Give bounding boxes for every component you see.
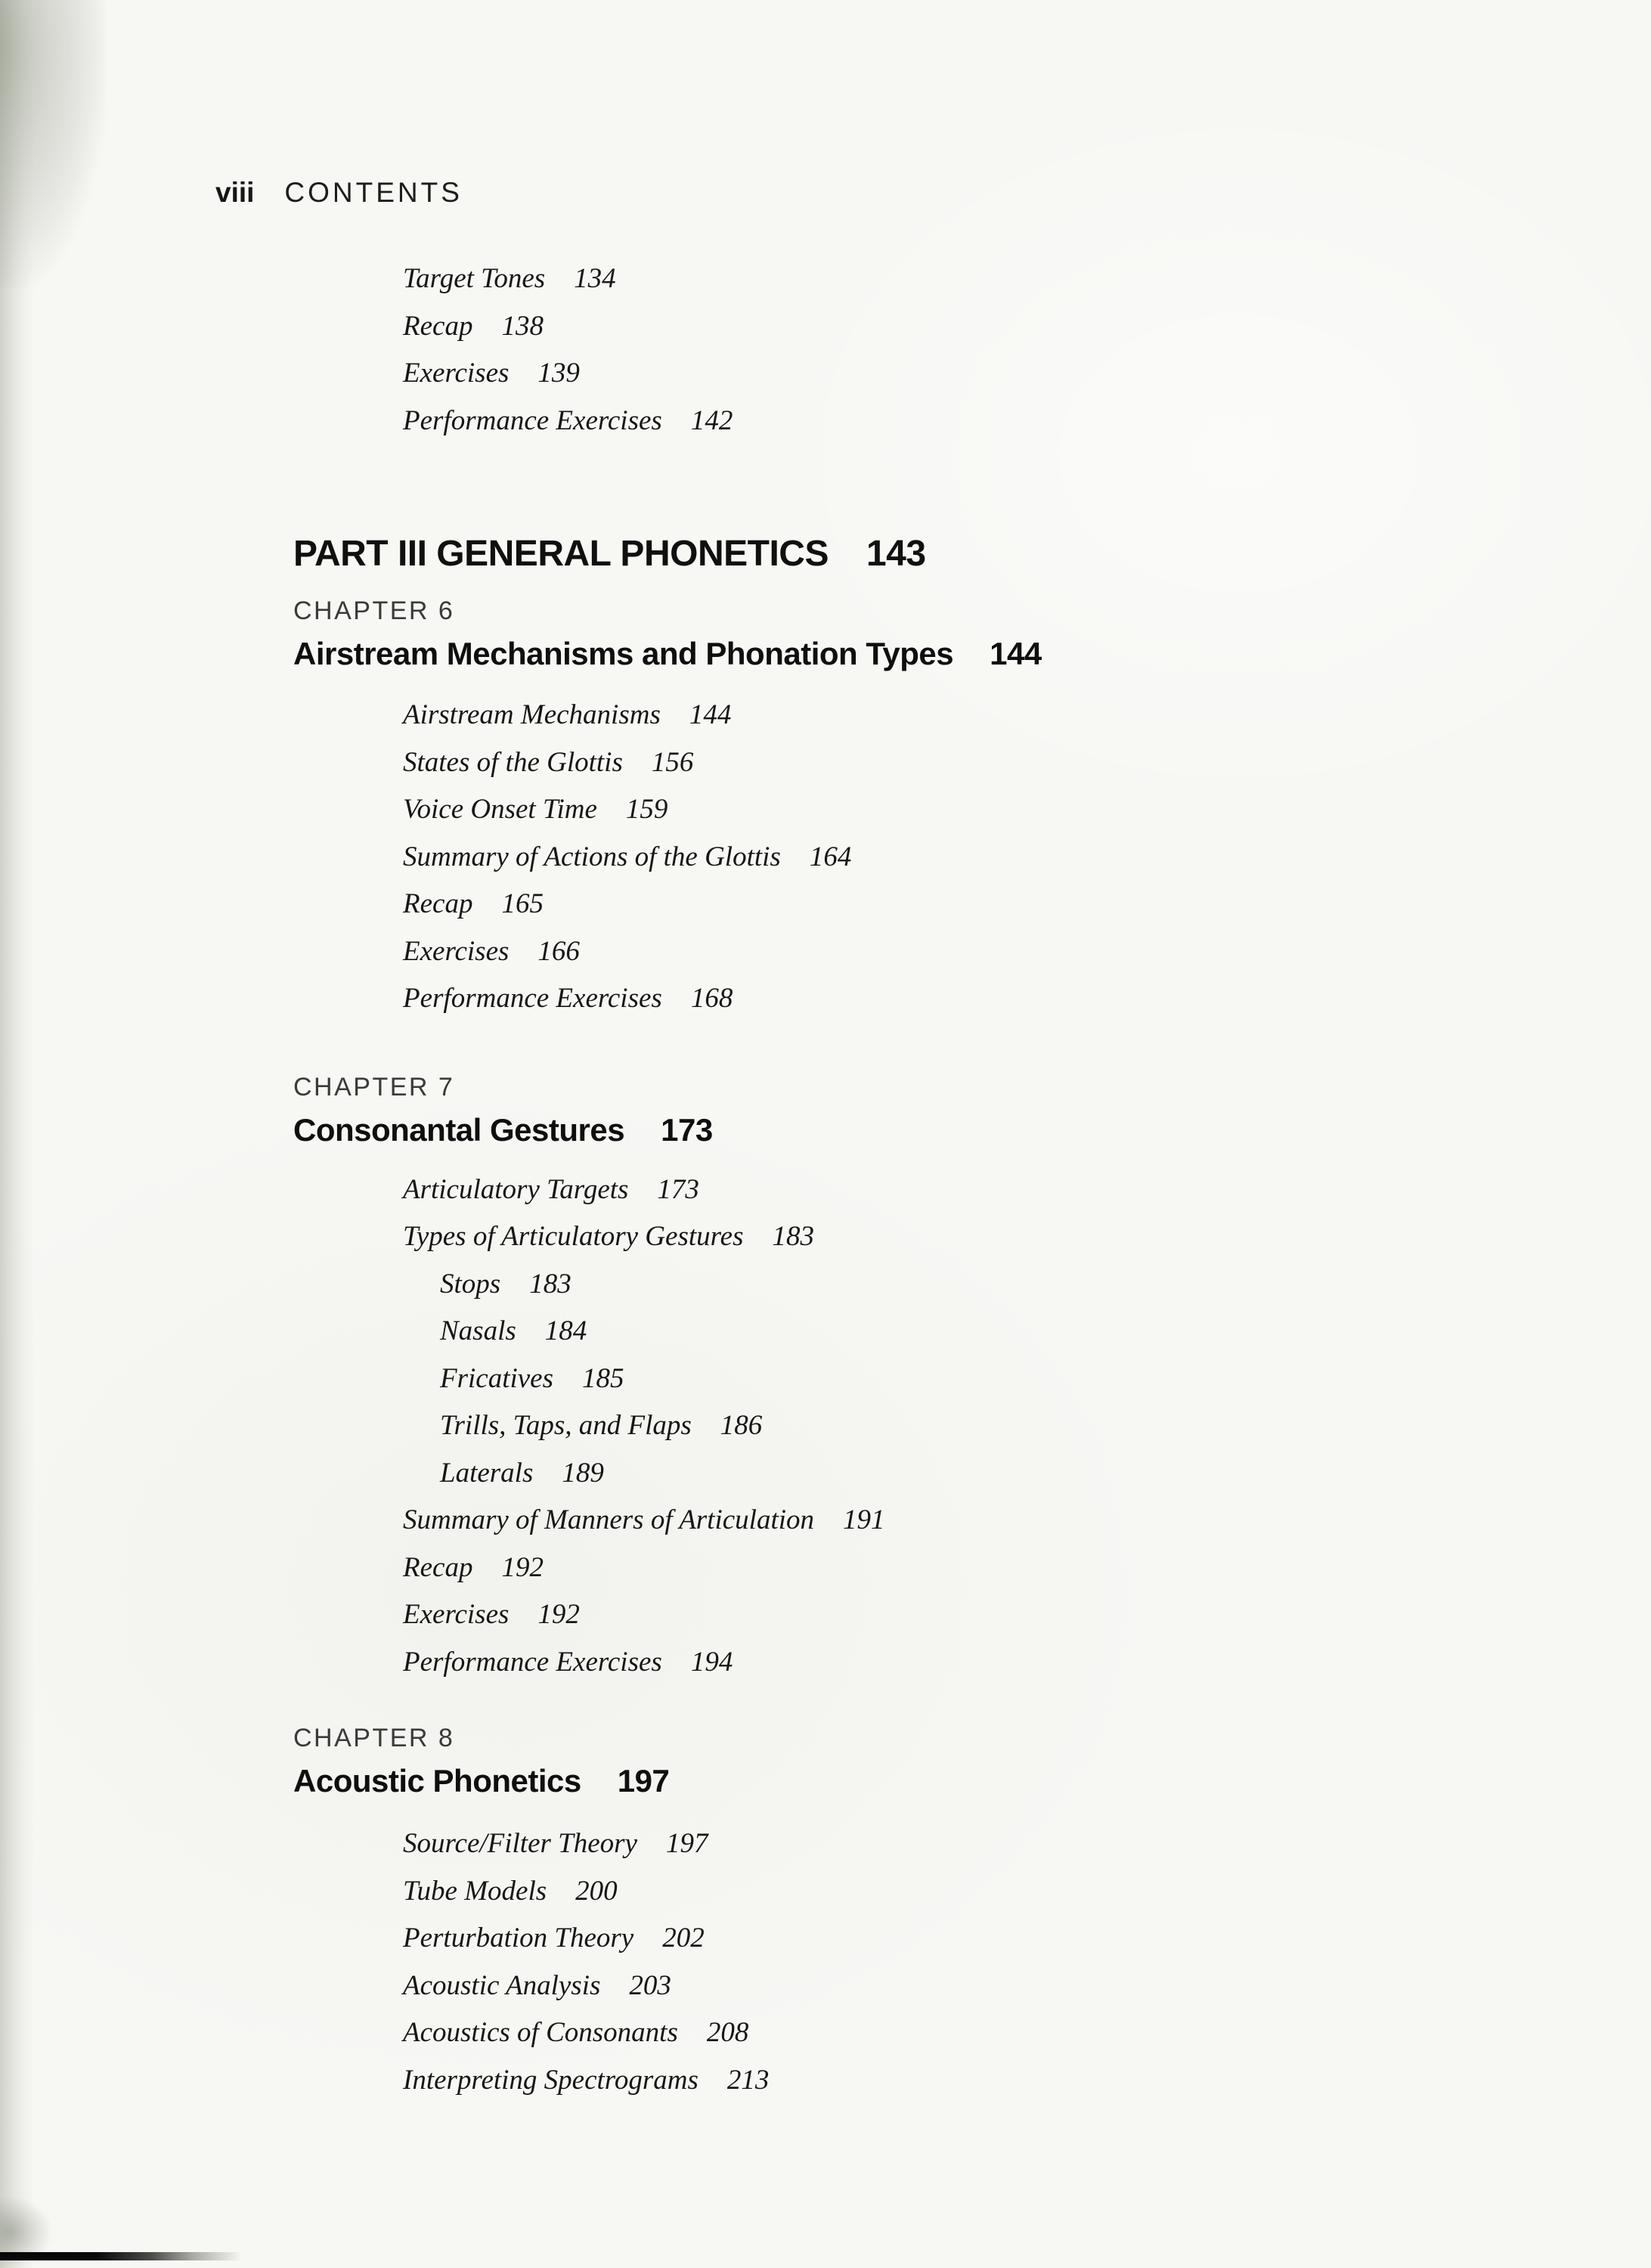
entry-title: Performance Exercises	[403, 404, 662, 436]
toc-entry	[0, 303, 1651, 351]
scan-bottom-line-artifact	[0, 2252, 242, 2260]
toc-entry	[0, 881, 1651, 928]
entry-page: 202	[662, 1923, 705, 1954]
running-head	[215, 178, 1651, 208]
entry-title: Nasals	[440, 1315, 516, 1346]
chapter-page: 173	[661, 1111, 713, 1148]
entry-title: Exercises	[403, 1599, 510, 1630]
entry-page: 197	[665, 1828, 708, 1859]
entry-title: Target Tones	[403, 263, 546, 294]
entry-page: 164	[809, 841, 852, 872]
chapter-label: CHAPTER 6	[293, 596, 455, 625]
toc-entry	[0, 786, 1651, 834]
entry-page: 138	[501, 310, 544, 342]
entry-title: Articulatory Targets	[403, 1173, 629, 1205]
toc-entry	[0, 398, 1651, 445]
toc-entry	[0, 739, 1651, 787]
toc-entry	[0, 1308, 1651, 1356]
chapter-label: CHAPTER 8	[293, 1724, 455, 1752]
toc-entry	[0, 2009, 1651, 2057]
contents-header: CONTENTS	[284, 177, 463, 208]
chapter-entries-group	[0, 692, 1651, 1023]
entry-page: 156	[651, 746, 694, 778]
chapter-title-text: Consonantal Gestures	[293, 1111, 625, 1148]
entry-title: Recap	[403, 1551, 473, 1583]
toc-entry	[0, 1356, 1651, 1403]
toc-entry	[0, 1915, 1651, 1963]
entry-title: Acoustic Analysis	[403, 1969, 601, 2001]
entry-title: Exercises	[403, 935, 510, 967]
toc-entry	[0, 692, 1651, 739]
entry-title: Source/Filter Theory	[403, 1828, 637, 1859]
toc-entry	[0, 1591, 1651, 1639]
part-page: 143	[866, 534, 926, 574]
entry-page: 192	[537, 1599, 580, 1630]
toc-entry	[0, 834, 1651, 881]
entry-title: Tube Models	[403, 1875, 547, 1907]
entry-page: 144	[689, 699, 732, 730]
toc-entry	[0, 928, 1651, 976]
entry-page: 208	[706, 2017, 749, 2048]
toc-entry	[0, 1820, 1651, 1868]
entry-title: Summary of Manners of Articulation	[403, 1504, 815, 1535]
entry-page: 173	[657, 1173, 699, 1205]
entry-title: Summary of Actions of the Glottis	[403, 841, 781, 872]
entry-title: Types of Articulatory Gestures	[403, 1221, 744, 1252]
entry-page: 139	[537, 358, 580, 389]
entry-page: 183	[529, 1268, 572, 1300]
entry-title: Recap	[403, 310, 473, 342]
entry-title: Fricatives	[440, 1362, 554, 1394]
entry-page: 203	[629, 1969, 671, 2001]
toc-entry	[0, 350, 1651, 398]
entry-page: 183	[772, 1221, 814, 1252]
entry-page: 142	[690, 404, 733, 436]
chapter-title-text: Acoustic Phonetics	[293, 1763, 581, 1799]
entry-title: Trills, Taps, and Flaps	[440, 1410, 692, 1441]
toc-entry	[0, 1450, 1651, 1498]
toc-entry	[0, 1261, 1651, 1309]
entry-page: 186	[720, 1410, 763, 1441]
scan-left-edge-artifact	[0, 0, 35, 2268]
entry-title: Performance Exercises	[403, 1646, 662, 1678]
scan-corner-smudge	[0, 0, 106, 287]
chapter-title	[0, 1760, 1651, 1802]
entry-page: 192	[501, 1551, 544, 1583]
page-number-label: viii	[215, 177, 255, 208]
entry-title: States of the Glottis	[403, 746, 623, 778]
entry-page: 168	[690, 983, 733, 1014]
entry-page: 194	[690, 1646, 733, 1678]
toc-entry	[0, 2057, 1651, 2105]
toc-entry	[0, 1167, 1651, 1214]
toc-entry	[0, 256, 1651, 303]
entry-page: 213	[726, 2064, 770, 2096]
toc-entry	[0, 1213, 1651, 1261]
toc-entry	[0, 1963, 1651, 2010]
chapter-entries-group	[0, 1167, 1651, 1687]
toc-entry	[0, 1497, 1651, 1545]
entry-title: Acoustics of Consonants	[403, 2017, 678, 2048]
entry-title: Exercises	[403, 358, 510, 389]
entry-page: 134	[574, 263, 616, 294]
toc-entry	[0, 1639, 1651, 1687]
chapter-title	[0, 1109, 1651, 1151]
chapter-label: CHAPTER 7	[293, 1072, 455, 1101]
entry-title: Recap	[403, 888, 473, 919]
entry-title: Airstream Mechanisms	[403, 699, 661, 730]
entry-page: 184	[544, 1315, 587, 1346]
chapter-title-text: Airstream Mechanisms and Phonation Types	[293, 636, 954, 671]
entry-page: 159	[625, 794, 668, 825]
chapter-entries-group	[0, 1820, 1651, 2104]
part-heading	[0, 528, 1651, 581]
toc-entry	[0, 1545, 1651, 1592]
entry-title: Stops	[440, 1268, 501, 1300]
entry-title: Interpreting Spectrograms	[403, 2064, 698, 2096]
entry-page: 189	[562, 1457, 604, 1489]
entry-title: Perturbation Theory	[403, 1923, 634, 1954]
chapter-page: 197	[617, 1763, 670, 1799]
part-title: PART III GENERAL PHONETICS	[293, 534, 829, 574]
entry-page: 200	[575, 1875, 618, 1907]
toc-entry	[0, 1868, 1651, 1916]
entry-page: 191	[843, 1504, 885, 1535]
front-entries-group	[0, 256, 1651, 445]
toc-entry	[0, 975, 1651, 1023]
entry-title: Laterals	[440, 1457, 534, 1489]
entry-page: 165	[501, 888, 544, 919]
entry-title: Voice Onset Time	[403, 794, 597, 825]
entry-title: Performance Exercises	[403, 983, 662, 1014]
entry-page: 185	[582, 1362, 624, 1394]
entry-page: 166	[537, 935, 580, 967]
chapter-page: 144	[990, 636, 1042, 671]
toc-entry	[0, 1402, 1651, 1450]
chapter-title	[0, 633, 1651, 675]
